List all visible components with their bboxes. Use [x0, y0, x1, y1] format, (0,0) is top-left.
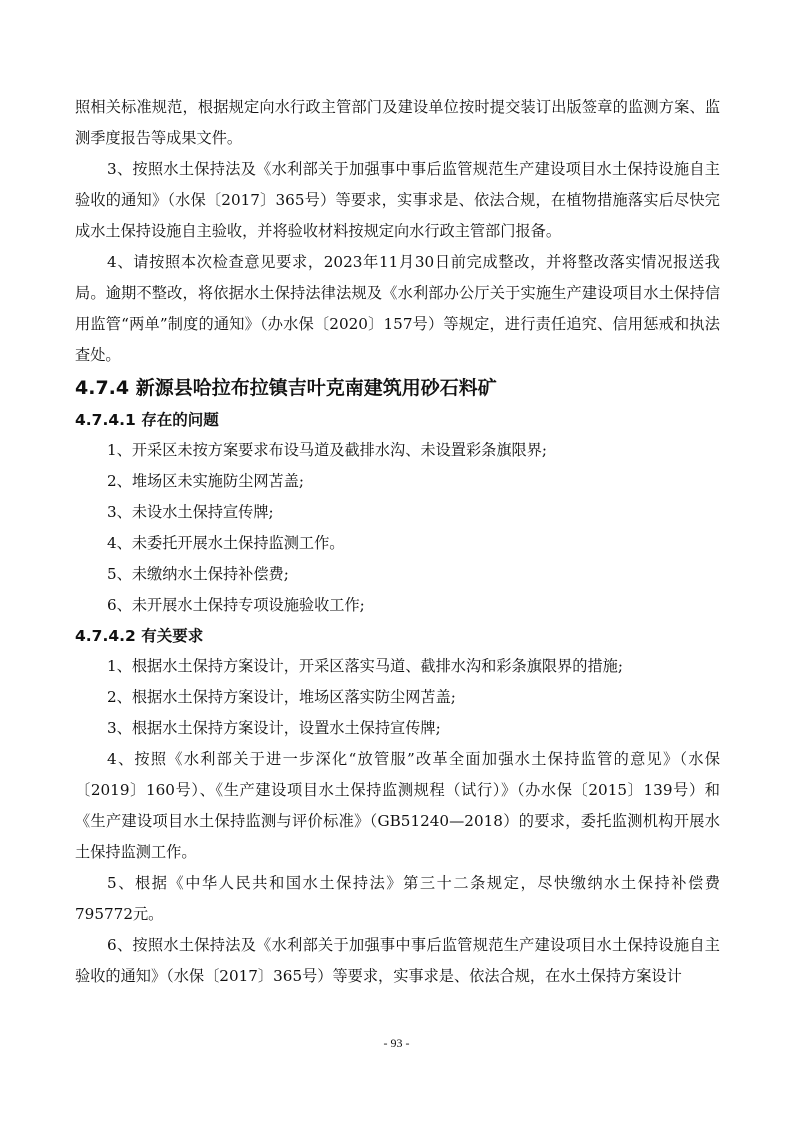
section-heading: 4.7.4 新源县哈拉布拉镇吉叶克南建筑用砂石料矿	[75, 377, 497, 399]
paragraph-item-3: 3、按照水土保持法及《水利部关于加强事中事后监管规范生产建设项目水土保持设施自主验收的通知》（水保〔2017〕365号）等要求，实事求是、依法合规，在植物措施落实后尽快完成水土保持设施自主验收，并将验收材料按规定向水行政主管部门报备。	[75, 160, 720, 240]
problem-item: 3、未设水土保持宣传牌;	[107, 503, 274, 521]
paragraph-continuation: 照相关标准规范，根据规定向水行政主管部门及建设单位按时提交装订出版签章的监测方案、监测季度报告等成果文件。	[75, 98, 720, 147]
requirements-heading: 4.7.4.2 有关要求	[75, 627, 204, 645]
requirement-item: 4、按照《水利部关于进一步深化“放管服”改革全面加强水土保持监管的意见》（水保〔2019〕160号）、《生产建设项目水土保持监测规程（试行）》（办水保〔2015〕139号）和《生产建设项目水土保持监测与评价标准》（GB51240—2018）的要求，委托监测机构开展水土保持监测工作。	[75, 750, 720, 861]
problem-item: 6、未开展水土保持专项设施验收工作;	[107, 596, 365, 614]
requirement-item: 1、根据水土保持方案设计，开采区落实马道、截排水沟和彩条旗限界的措施;	[107, 657, 623, 675]
problem-item: 1、开采区未按方案要求布设马道及截排水沟、未设置彩条旗限界;	[107, 441, 548, 459]
problem-item: 5、未缴纳水土保持补偿费;	[107, 565, 289, 583]
body-text	[75, 92, 720, 992]
requirement-item: 2、根据水土保持方案设计，堆场区落实防尘网苫盖;	[107, 688, 456, 706]
problems-heading: 4.7.4.1 存在的问题	[75, 411, 219, 429]
requirement-item: 5、根据《中华人民共和国水土保持法》第三十二条规定，尽快缴纳水土保持补偿费795772元。	[75, 874, 720, 923]
page-number: - 93 -	[383, 1036, 410, 1050]
paragraph-item-4: 4、请按照本次检查意见要求，2023年11月30日前完成整改，并将整改落实情况报送我局。逾期不整改，将依据水土保持法律法规及《水利部办公厅关于实施生产建设项目水土保持信用监管“两单”制度的通知》（办水保〔2020〕157号）等规定，进行责任追究、信用惩戒和执法查处。	[75, 253, 720, 364]
requirement-item: 6、按照水土保持法及《水利部关于加强事中事后监管规范生产建设项目水土保持设施自主验收的通知》（水保〔2017〕365号）等要求，实事求是、依法合规，在水土保持方案设计	[75, 936, 720, 985]
problem-item: 4、未委托开展水土保持监测工作。	[107, 534, 345, 552]
problem-item: 2、堆场区未实施防尘网苫盖;	[107, 472, 305, 490]
requirement-item: 3、根据水土保持方案设计，设置水土保持宣传牌;	[107, 719, 441, 737]
